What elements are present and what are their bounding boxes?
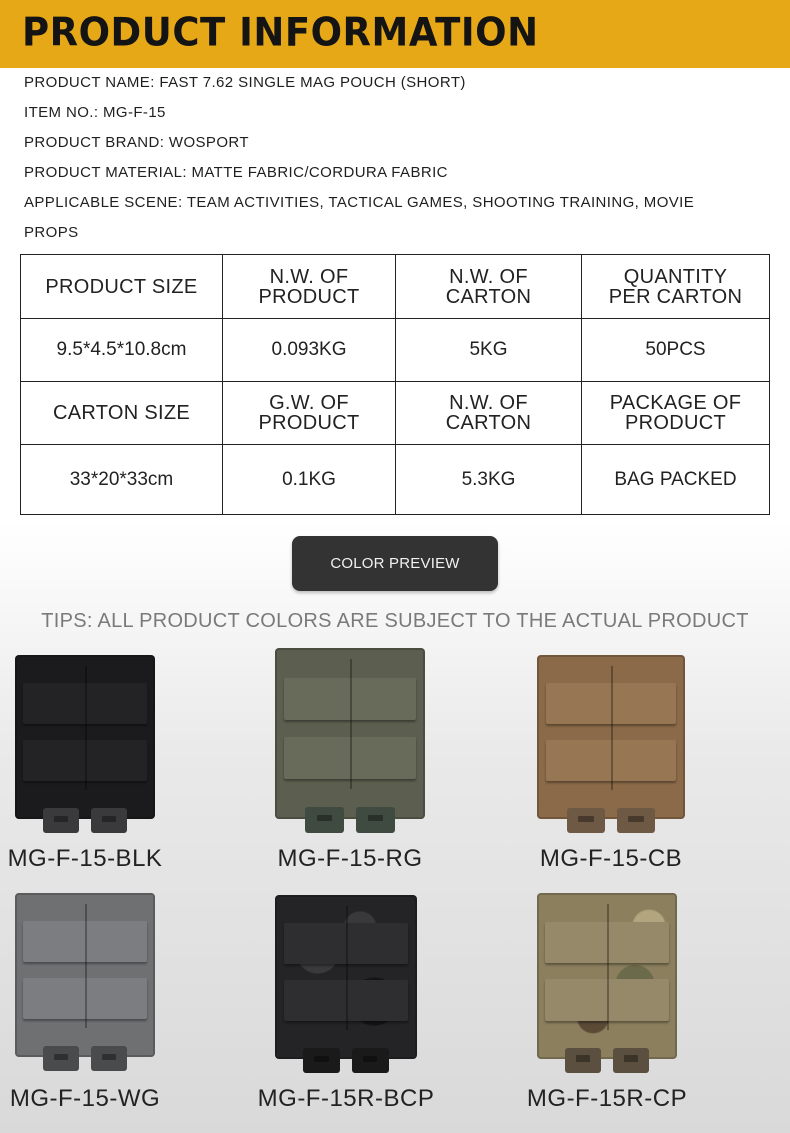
table-row [21,255,770,319]
value-nw-carton-2: 5.3KG [396,445,582,515]
info-product-name: PRODUCT NAME: FAST 7.62 SINGLE MAG POUCH (SHORT) [24,74,466,91]
pouch-clip [91,1046,127,1071]
pouch-clip [352,1048,389,1073]
pouch-image [15,893,155,1071]
pouch-seam [346,906,348,1031]
value-carton-size: 33*20*33cm [21,445,223,515]
product-tile [275,648,425,879]
info-scene: APPLICABLE SCENE: TEAM ACTIVITIES, TACTICAL GAMES, SHOOTING TRAINING, MOVIE [24,194,695,211]
pouch-clip [565,1048,601,1073]
value-nw-carton: 5KG [396,319,582,382]
product-code: MG-F-15-BLK [7,845,163,872]
color-preview-button[interactable]: COLOR PREVIEW [292,536,498,591]
tips-text: TIPS: ALL PRODUCT COLORS ARE SUBJECT TO THE ACTUAL PRODUCT [41,610,749,632]
product-code: MG-F-15-RG [277,845,423,872]
pouch-clip [613,1048,649,1073]
pouch-clip [567,808,605,833]
product-tile [537,655,685,879]
header-product-size: PRODUCT SIZE [21,255,223,319]
product-tile [9,893,161,1119]
pouch-image [15,655,155,833]
header-banner [0,0,790,68]
table-row [21,445,770,515]
header-quantity: QUANTITY PER CARTON [582,255,770,319]
pouch-seam [607,904,609,1030]
pouch-seam [85,904,87,1029]
page-title: PRODUCT INFORMATION [22,10,539,56]
info-item-no: ITEM NO.: MG-F-15 [24,104,166,121]
pouch-image [537,655,685,833]
pouch-seam [350,659,352,789]
pouch-clip [617,808,655,833]
header-carton-size: CARTON SIZE [21,382,223,445]
product-tile [7,655,163,879]
value-nw-product: 0.093KG [223,319,396,382]
pouch-clip [356,807,395,833]
spec-table [20,254,770,515]
value-gw-product: 0.1KG [223,445,396,515]
pouch-clip [91,808,127,833]
header-nw-carton: N.W. OF CARTON [396,255,582,319]
product-code: MG-F-15-WG [9,1085,161,1112]
pouch-clip [305,807,344,833]
info-scene-cont: PROPS [24,224,79,241]
value-quantity: 50PCS [582,319,770,382]
product-tile [257,895,435,1119]
value-product-size: 9.5*4.5*10.8cm [21,319,223,382]
header-nw-product: N.W. OF PRODUCT [223,255,396,319]
header-gw-product: G.W. OF PRODUCT [223,382,396,445]
pouch-clip [43,1046,79,1071]
info-brand: PRODUCT BRAND: WOSPORT [24,134,249,151]
product-code: MG-F-15R-CP [526,1085,688,1112]
info-material: PRODUCT MATERIAL: MATTE FABRIC/CORDURA FABRIC [24,164,448,181]
product-code: MG-F-15-CB [539,845,683,872]
pouch-image [537,893,677,1073]
product-tile [526,893,688,1119]
pouch-clip [303,1048,340,1073]
product-code: MG-F-15R-BCP [257,1085,435,1112]
header-nw-carton-2: N.W. OF CARTON [396,382,582,445]
pouch-seam [611,666,613,791]
table-row [21,319,770,382]
pouch-image [275,895,417,1073]
pouch-clip [43,808,79,833]
pouch-image [275,648,425,833]
table-row [21,382,770,445]
value-package: BAG PACKED [582,445,770,515]
header-package: PACKAGE OF PRODUCT [582,382,770,445]
pouch-seam [85,666,87,791]
